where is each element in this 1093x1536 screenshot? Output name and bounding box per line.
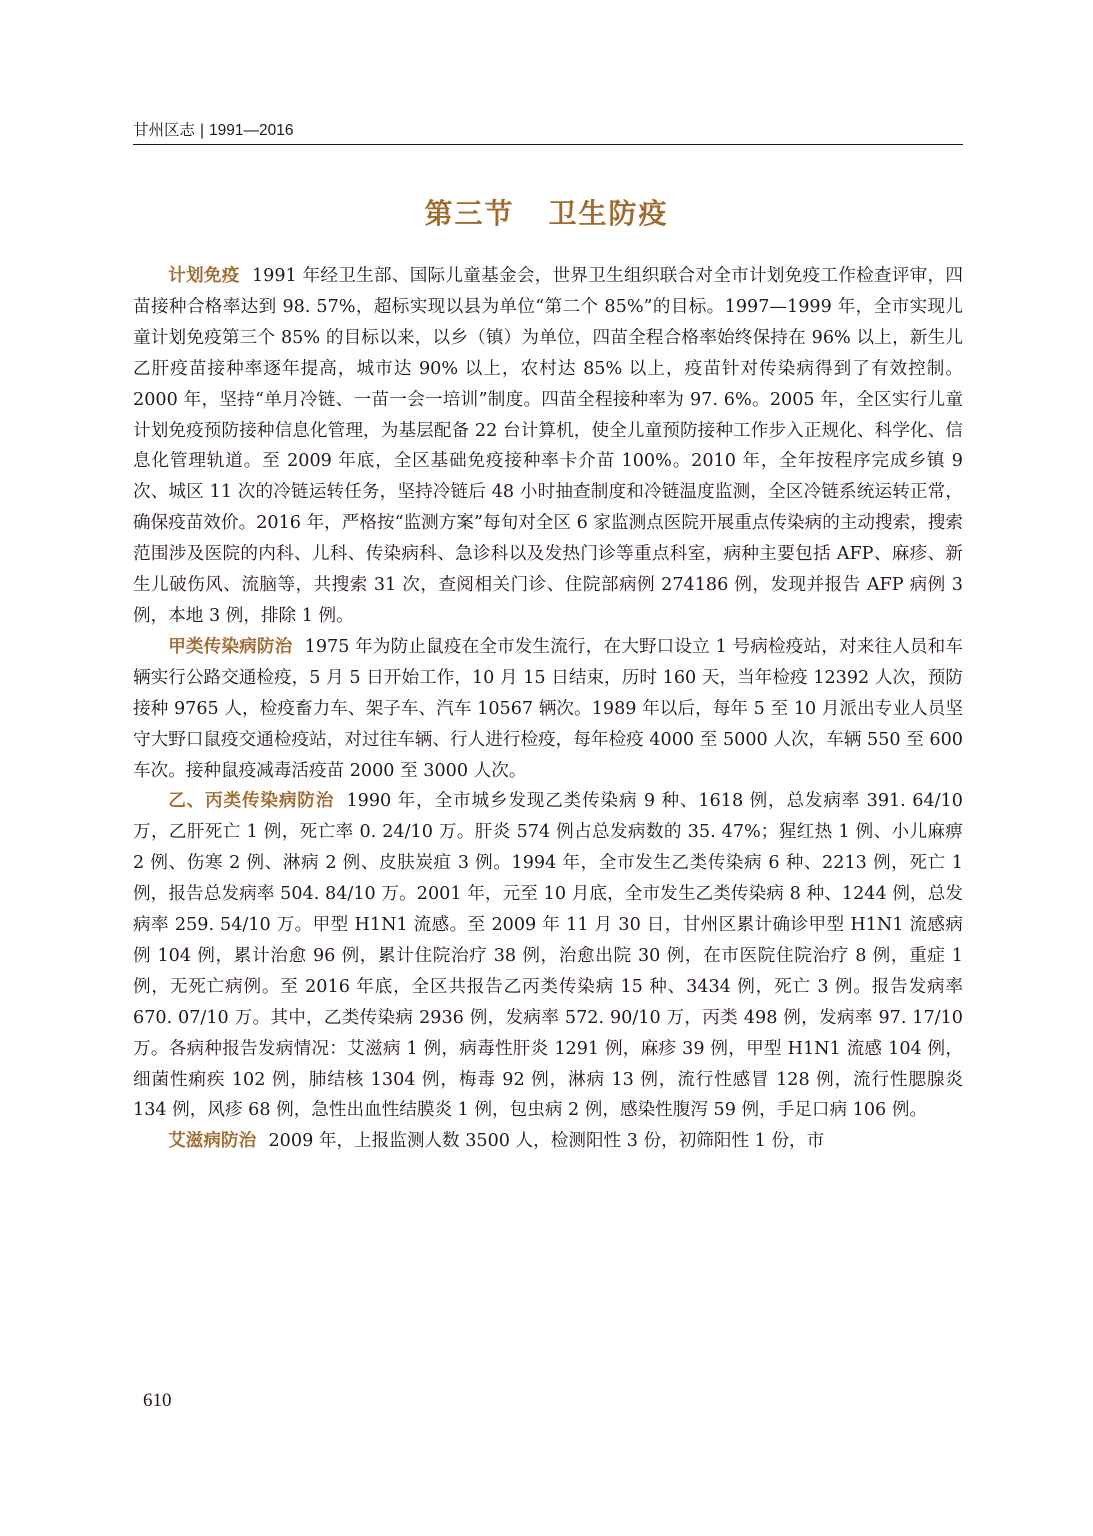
- year-range: 1991—2016: [209, 122, 294, 139]
- header-separator: |: [200, 122, 205, 139]
- paragraph-text: 1991 年经卫生部、国际儿童基金会，世界卫生组织联合对全市计划免疫工作检查评审，四苗接种合格率达到 98. 57%，超标实现以县为单位“第二个 85%”的目标。1997—1999 年，全市实现儿童计划免疫第三个 85% 的目标以来，以乡（镇）为单位，四苗全程合格率始终保持在 96% 以上，新生儿乙肝疫苗接种率逐年提高，城市达 90% 以上，农村达 85% 以上，疫苗针对传染病得到了有效控制。2000 年，坚持“单月冷链、一苗一会一培训”制度。四苗全程接种率为 97. 6%。2005 年，全区实行儿童计划免疫预防接种信息化管理，为基层配备 22 台计算机，使全儿童预防接种工作步入正规化、科学化、信息化管理轨道。至 2009 年底，全区基础免疫接种率卡介苗 100%。2010 年，全年按程序完成乡镇 9 次、城区 11 次的冷链运转任务，坚持冷链后 48 小时抽查制度和冷链温度监测，全区冷链系统运转正常，确保疫苗效价。2016 年，严格按“监测方案”每旬对全区 6 家监测点医院开展重点传染病的主动搜索，搜索范围涉及医院的内科、儿科、传染病科、急诊科以及发热门诊等重点科室，病种主要包括 AFP、麻疹、新生儿破伤风、流脑等，共搜索 31 次，查阅相关门诊、住院部病例 274186 例，发现并报告 AFP 病例 3 例，本地 3 例，排除 1 例。: [133, 266, 963, 626]
- running-header: [133, 121, 963, 145]
- book-title: 甘州区志: [133, 122, 196, 139]
- paragraph-text: 1990 年，全市城乡发现乙类传染病 9 种、1618 例，总发病率 391. 64/10 万，乙肝死亡 1 例，死亡率 0. 24/10 万。肝炎 574 例占总发病数的 35. 47%；猩红热 1 例、小儿麻痹 2 例、伤寒 2 例、淋病 2 例、皮肤炭疽 3 例。1994 年，全市发生乙类传染病 6 种、2213 例，死亡 1 例，报告总发病率 504. 84/10 万。2001 年，元至 10 月底，全市发生乙类传染病 8 种、1244 例，总发病率 259. 54/10 万。甲型 H1N1 流感。至 2009 年 11 月 30 日，甘州区累计确诊甲型 H1N1 流感病例 104 例，累计治愈 96 例，累计住院治疗 38 例，治愈出院 30 例，在市医院住院治疗 8 例，重症 1 例，无死亡病例。至 2016 年底，全区共报告乙丙类传染病 15 种、3434 例，死亡 3 例。报告发病率 670. 07/10 万。其中，乙类传染病 2936 例，发病率 572. 90/10 万，丙类 498 例，发病率 97. 17/10 万。各病种报告发病情况：艾滋病 1 例，病毒性肝炎 1291 例，麻疹 39 例，甲型 H1N1 流感 104 例，细菌性痢疾 102 例，肺结核 1304 例，梅毒 92 例，淋病 13 例，流行性感冒 128 例，流行性腮腺炎 134 例，风疹 68 例，急性出血性结膜炎 1 例，包虫病 2 例，感染性腹泻 59 例，手足口病 106 例。: [133, 791, 963, 1121]
- paragraph-heading: 艾滋病防治: [168, 1131, 257, 1152]
- paragraph-immunization: [133, 261, 963, 632]
- paragraph-heading: 甲类传染病防治: [168, 636, 293, 657]
- paragraph-aids-prevention: [133, 1126, 963, 1157]
- paragraph-class-a-diseases: [133, 632, 963, 787]
- paragraph-class-b-c-diseases: [133, 786, 963, 1126]
- section-number: 第三节: [424, 197, 515, 230]
- paragraph-text: 2009 年，上报监测人数 3500 人，检测阳性 3 份，初筛阳性 1 份，市: [268, 1131, 825, 1152]
- section-title: [0, 194, 1093, 234]
- body-text: [133, 261, 963, 1157]
- paragraph-heading: 乙、丙类传染病防治: [168, 791, 335, 812]
- page-number: 610: [143, 1390, 172, 1411]
- paragraph-heading: 计划免疫: [168, 266, 240, 286]
- paragraph-text: 1975 年为防止鼠疫在全市发生流行，在大野口设立 1 号病检疫站，对来往人员和车辆实行公路交通检疫，5 月 5 日开始工作，10 月 15 日结束，历时 160 天，当年检疫 12392 人次，预防接种 9765 人，检疫畜力车、架子车、汽车 10567 辆次。1989 年以后，每年 5 至 10 月派出专业人员坚守大野口鼠疫交通检疫站，对过往车辆、行人进行检疫，每年检疫 4000 至 5000 人次，车辆 550 至 600 车次。接种鼠疫减毒活疫苗 2000 至 3000 人次。: [133, 636, 963, 781]
- section-name: 卫生防疫: [548, 197, 669, 230]
